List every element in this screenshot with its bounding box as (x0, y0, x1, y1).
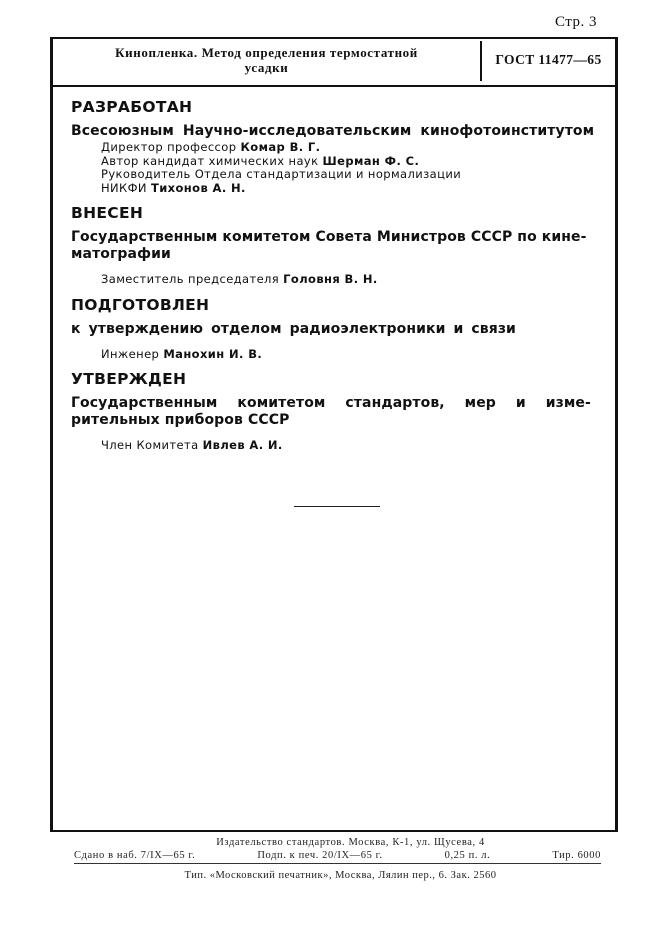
person-list (101, 348, 601, 362)
person-line (101, 168, 601, 182)
section-heading: ВНЕСЕН (71, 204, 144, 222)
person-role: Член Комитета (101, 438, 199, 452)
section-approved (71, 369, 601, 453)
person-list (101, 141, 601, 195)
person-line (101, 141, 601, 155)
standard-title-line-1: Кинопленка. Метод определения термостатной (115, 45, 418, 60)
person-name: Комар В. Г. (240, 140, 321, 154)
person-name: Головня В. Н. (283, 272, 378, 286)
signed-date: Подп. к печ. 20/IX—65 г. (257, 850, 383, 861)
section-organization (71, 229, 601, 263)
person-line (101, 348, 601, 362)
publication-imprint (0, 836, 661, 882)
section-organization-line-2: рительных приборов СССР (71, 412, 290, 428)
person-list (101, 273, 601, 287)
section-organization: к утверждению отделом радиоэлектроники и связи (71, 320, 516, 337)
section-heading: УТВЕРЖДЕН (71, 370, 187, 388)
person-name: Ивлев А. И. (202, 438, 283, 452)
person-line (101, 439, 601, 453)
standard-title (53, 45, 480, 75)
section-heading: ПОДГОТОВЛЕН (71, 295, 210, 314)
approved-word-4: мер (464, 395, 496, 411)
submitted-date: Сдано в наб. 7/IX—65 г. (74, 850, 196, 861)
person-role: НИКФИ (101, 180, 147, 195)
person-name: Манохин И. В. (163, 346, 263, 361)
print-details (74, 849, 601, 864)
person-line (101, 182, 601, 196)
printer-info: Тип. «Московский печатник», Москва, Лялин пер., 6. Зак. 2560 (184, 870, 497, 881)
credits-content (71, 97, 601, 461)
standard-code: ГОСТ 11477—65 (495, 52, 602, 67)
standard-header (53, 39, 615, 87)
approved-word-5: и (515, 395, 526, 411)
section-organization (71, 395, 601, 429)
person-role: Инженер (101, 346, 160, 361)
page-number: Стр. 3 (554, 14, 597, 30)
section-organization-line-2: матографии (71, 246, 171, 262)
person-line (101, 155, 601, 169)
print-sheets: 0,25 п. л. (444, 850, 491, 861)
section-introduced (71, 203, 601, 287)
section-organization-line-1: Государственным комитетом Совета Министров СССР по кине- (71, 229, 587, 245)
person-line (101, 273, 601, 287)
approved-word-6: изме- (545, 395, 591, 411)
section-prepared (71, 295, 601, 362)
person-role: Автор кандидат химических наук (101, 153, 319, 168)
person-name: Тихонов А. Н. (150, 180, 246, 195)
person-role: Директор профессор (101, 140, 237, 154)
end-of-text-rule (294, 506, 380, 507)
section-organization: Всесоюзным Научно-исследовательским кинофотоинститутом (71, 123, 595, 139)
publisher-address: Издательство стандартов. Москва, К-1, ул. Щусева, 4 (216, 837, 485, 848)
document-frame (50, 37, 618, 832)
approved-word-1: Государственным (71, 395, 218, 411)
standard-title-line-2: усадки (244, 60, 289, 75)
print-run: Тир. 6000 (552, 850, 601, 861)
section-heading: РАЗРАБОТАН (71, 98, 193, 116)
person-list (101, 439, 601, 453)
person-role: Заместитель председателя (101, 272, 280, 286)
approved-word-2: комитетом (237, 395, 326, 411)
person-role: Руководитель Отдела стандартизации и нормализации (101, 167, 462, 181)
approved-word-3: стандартов, (345, 395, 445, 411)
section-organization-line-1 (71, 395, 591, 412)
section-developed (71, 97, 601, 195)
person-name: Шерман Ф. С. (322, 153, 420, 168)
